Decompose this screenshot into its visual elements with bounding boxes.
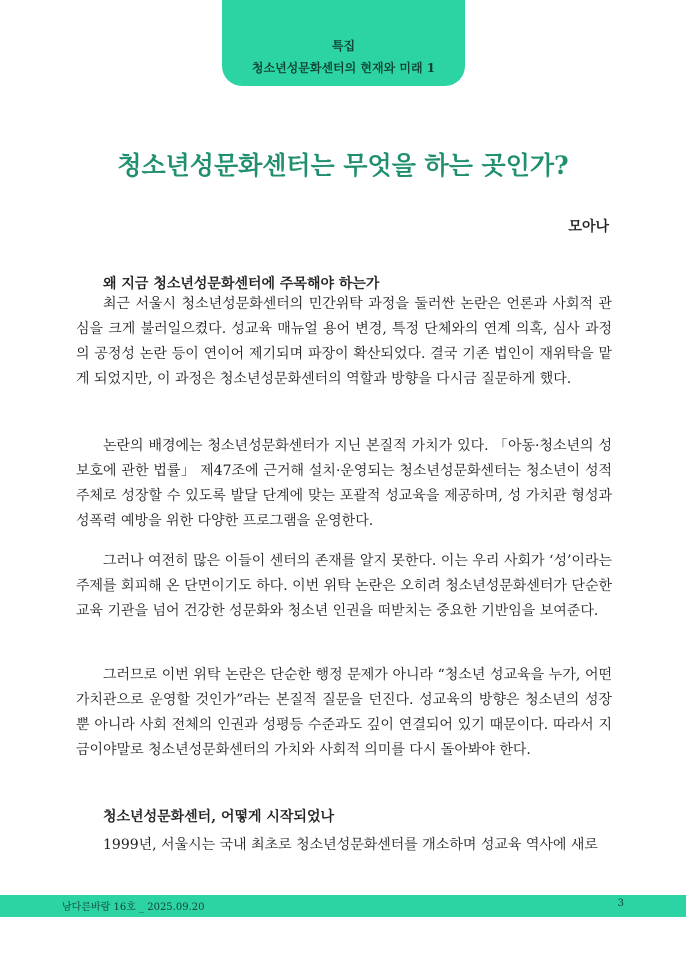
footer-issue: 남다른바람 16호 _ 2025.09.20: [62, 902, 205, 913]
section-heading-2: 청소년성문화센터, 어떻게 시작되었나: [103, 809, 335, 825]
article-author: 모아나: [568, 219, 609, 235]
paragraph-1-1: 최근 서울시 청소년성문화센터의 민간위탁 과정을 둘러싼 논란은 언론과 사회적 관심을 크게 불러일으켰다. 성교육 매뉴얼 용어 변경, 특정 단체와의 연계 의혹, 심사 과정의 공정성 논란 등이 연이어 제기되며 파장이 확산되었다. 결국 기존 법인이 재위탁을 맡게 되었지만, 이 과정은 청소년성문화센터의 역할과 방향을 다시금 질문하게 했다.: [76, 296, 612, 387]
paragraph-2-1: 1999년, 서울시는 국내 최초로 청소년성문화센터를 개소하며 성교육 역사에 새로: [103, 837, 598, 853]
footer-bar: [0, 895, 686, 917]
article-title: 청소년성문화센터는 무엇을 하는 곳인가?: [117, 151, 569, 180]
paragraph-1-2: 논란의 배경에는 청소년성문화센터가 지닌 본질적 가치가 있다. 「아동·청소년의 성보호에 관한 법률」 제47조에 근거해 설치·운영되는 청소년성문화센터는 청소년이 성적 주체로 성장할 수 있도록 발달 단계에 맞는 포괄적 성교육을 제공하며, 성 가치관 형성과 성폭력 예방을 위한 다양한 프로그램을 운영한다.: [76, 438, 612, 529]
header-category: 특집: [331, 39, 356, 53]
paragraph-1-4: 그러므로 이번 위탁 논란은 단순한 행정 문제가 아니라 “청소년 성교육을 누가, 어떤 가치관으로 운영할 것인가”라는 본질적 질문을 던진다. 성교육의 방향은 청소년의 성장뿐 아니라 사회 전체의 인권과 성평등 수준과도 깊이 연결되어 있기 때문이다. 따라서 지금이야말로 청소년성문화센터의 가치와 사회적 의미를 다시 돌아봐야 한다.: [76, 667, 612, 758]
section-heading-1: 왜 지금 청소년성문화센터에 주목해야 하는가: [103, 276, 380, 292]
paragraph-1-3: 그러나 여전히 많은 이들이 센터의 존재를 알지 못한다. 이는 우리 사회가 ‘성’이라는 주제를 회피해 온 단면이기도 하다. 이번 위탁 논란은 오히려 청소년성문화센터가 단순한 교육 기관을 넘어 건강한 성문화와 청소년 인권을 떠받치는 중요한 기반임을 보여준다.: [76, 553, 612, 619]
header-tab: [222, 0, 465, 86]
header-series: 청소년성문화센터의 현재와 미래 1: [251, 61, 436, 75]
page-number: 3: [617, 898, 624, 909]
